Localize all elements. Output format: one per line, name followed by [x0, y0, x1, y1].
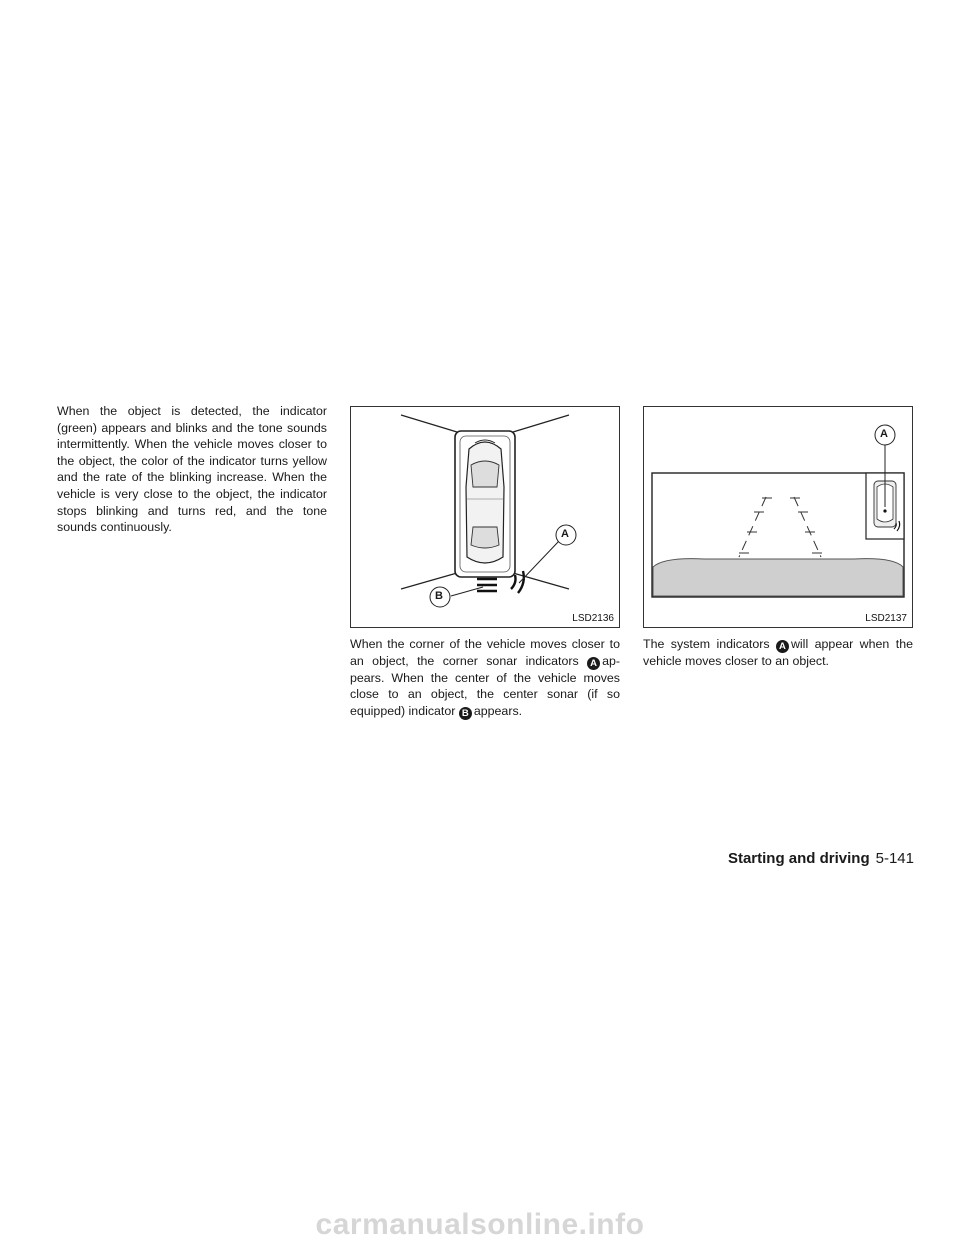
figure-lsd2137 — [643, 406, 913, 628]
callout-label-a: A — [561, 528, 569, 540]
page-number: 5-141 — [875, 850, 914, 867]
center-sonar-indicator — [477, 579, 497, 591]
watermark: carmanualsonline.info — [315, 1208, 645, 1241]
figure-lsd2136 — [350, 406, 620, 628]
body-text-column-1 — [57, 403, 327, 536]
paragraph-system-indicators — [643, 636, 913, 670]
marker-b: B — [459, 707, 472, 720]
page-footer — [728, 849, 914, 869]
text-part: will appear when the vehicle moves closer to an object. — [643, 637, 913, 668]
system-indicator-dot — [883, 509, 886, 512]
marker-a: A — [587, 657, 600, 670]
marker-a: A — [776, 640, 789, 653]
callout-label-a: A — [880, 428, 888, 440]
text-part: appears. — [473, 703, 523, 718]
figure-code: LSD2136 — [572, 613, 614, 624]
text-part: ap-pears. When the center of the vehicle moves close to an object, the center sonar (if so equipped) indicator — [350, 653, 620, 718]
overhead-vehicle-illustration — [351, 407, 619, 627]
paragraph-sonar-indicators — [350, 636, 620, 720]
figure-code: LSD2137 — [865, 613, 907, 624]
section-title: Starting and driving — [727, 850, 870, 867]
text-part: When the corner of the vehicle moves closer to an object, the corner sonar indicators — [350, 637, 620, 668]
paragraph-indicator-behavior: When the object is detected, the indicator (green) appears and blinks and the tone sounds intermittently. When the vehicle moves closer to the object, the color of the indicator turns yellow and the rate of the blinking increase. When the vehicle is very close to the object, the indicator stops blinking and turns red, and the tone sounds continuously. — [57, 404, 327, 535]
text-part: The system indicators — [643, 637, 770, 651]
callout-label-b: B — [435, 590, 443, 602]
body-text-column-2 — [350, 636, 620, 720]
body-text-column-3 — [643, 636, 913, 670]
camera-display-illustration — [644, 407, 912, 627]
